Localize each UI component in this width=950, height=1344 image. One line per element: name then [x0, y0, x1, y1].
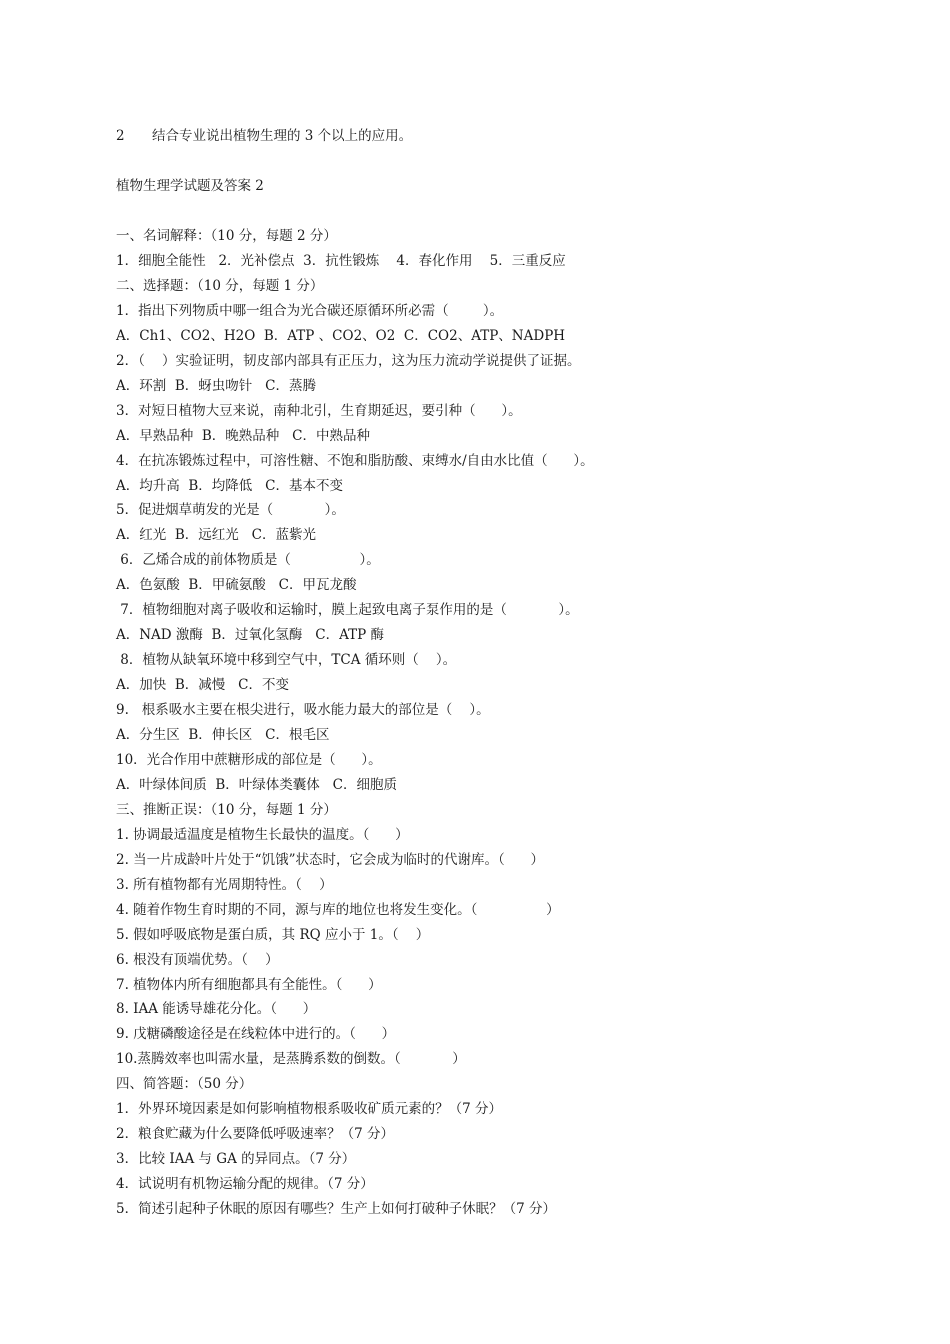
text-line: 1．外界环境因素是如何影响植物根系吸收矿质元素的？（7 分）	[116, 1101, 502, 1117]
intro-line	[116, 127, 412, 145]
intro-text: 结合专业说出植物生理的 3 个以上的应用。	[152, 128, 413, 144]
text-line: A．叶绿体间质 B．叶绿体类囊体 C．细胞质	[116, 777, 397, 793]
text-line: 4. 随着作物生育时期的不同，源与库的地位也将发生变化。（ ）	[116, 902, 560, 918]
text-line: 6. 根没有顶端优势。（ ）	[116, 952, 279, 968]
text-line: 1. 协调最适温度是植物生长最快的温度。（ ）	[116, 827, 409, 843]
text-line: 4．试说明有机物运输分配的规律。（7 分）	[116, 1176, 374, 1192]
text-line: 二、选择题：（10 分，每题 1 分）	[116, 278, 324, 294]
intro-number: 2	[116, 128, 125, 144]
text-line: 3．对短日植物大豆来说，南种北引，生育期延迟，要引种（ ）。	[116, 403, 522, 419]
text-line: 7. 植物体内所有细胞都具有全能性。（ ）	[116, 977, 382, 993]
document-title: 植物生理学试题及答案 2	[116, 178, 264, 194]
text-line: 2．粮食贮藏为什么要降低呼吸速率？（7 分）	[116, 1126, 394, 1142]
text-line: 5．简述引起种子休眠的原因有哪些？生产上如何打破种子休眠？（7 分）	[116, 1201, 556, 1217]
text-line: 三、推断正误：（10 分，每题 1 分）	[116, 802, 337, 818]
text-line: A．均升高 B．均降低 C．基本不变	[116, 478, 343, 494]
text-line: A．色氨酸 B．甲硫氨酸 C．甲瓦龙酸	[116, 577, 357, 593]
text-line: 10.蒸腾效率也叫需水量，是蒸腾系数的倒数。（ ）	[116, 1051, 466, 1067]
text-line: A．NAD 激酶 B．过氧化氢酶 C．ATP 酶	[116, 627, 385, 643]
text-line: 四、简答题：（50 分）	[116, 1076, 253, 1092]
text-line: A．加快 B．减慢 C．不变	[116, 677, 289, 693]
text-line: 7．植物细胞对离子吸收和运输时，膜上起致电离子泵作用的是（ ）。	[116, 602, 579, 618]
text-line: 6．乙烯合成的前体物质是（ ）。	[116, 552, 380, 568]
text-line: 4．在抗冻锻炼过程中，可溶性糖、不饱和脂肪酸、束缚水/自由水比值（ ）。	[116, 453, 594, 469]
text-line: 5．促进烟草萌发的光是（ ）。	[116, 502, 345, 518]
text-line: 9. 根系吸水主要在根尖进行，吸水能力最大的部位是（ ）。	[116, 702, 490, 718]
text-line: 9. 戊糖磷酸途径是在线粒体中进行的。（ ）	[116, 1026, 396, 1042]
text-line: A．环割 B．蚜虫吻针 C．蒸腾	[116, 378, 316, 394]
text-line: 5. 假如呼吸底物是蛋白质，其 RQ 应小于 1。（ ）	[116, 927, 430, 943]
text-line: 一、名词解释：（10 分，每题 2 分）	[116, 228, 337, 244]
text-line: A．红光 B．远红光 C．蓝紫光	[116, 527, 316, 543]
text-line: 1．指出下列物质中哪一组合为光合碳还原循环所必需（ ）。	[116, 303, 504, 319]
text-line: 8. IAA 能诱导雄花分化。（ ）	[116, 1001, 317, 1017]
text-line: 2. 当一片成龄叶片处于“饥饿”状态时，它会成为临时的代谢库。（ ）	[116, 852, 544, 868]
text-line: 8．植物从缺氧环境中移到空气中，TCA 循环则（ ）。	[116, 652, 457, 668]
text-line: 3. 所有植物都有光周期特性。（ ）	[116, 877, 333, 893]
text-line: 10．光合作用中蔗糖形成的部位是（ ）。	[116, 752, 382, 768]
text-line: 1．细胞全能性 2．光补偿点 3．抗性锻炼 4．春化作用 5．三重反应	[116, 253, 566, 269]
text-line: A．分生区 B．伸长区 C．根毛区	[116, 727, 330, 743]
text-line: A．Ch1、CO2、H2O B．ATP 、CO2、O2 C．CO2、ATP、NADPH	[116, 328, 566, 344]
text-line: 3．比较 IAA 与 GA 的异同点。（7 分）	[116, 1151, 356, 1167]
text-line: 2．（ ）实验证明，韧皮部内部具有正压力，这为压力流动学说提供了证据。	[116, 353, 581, 369]
text-line: A．早熟品种 B．晚熟品种 C．中熟品种	[116, 428, 370, 444]
